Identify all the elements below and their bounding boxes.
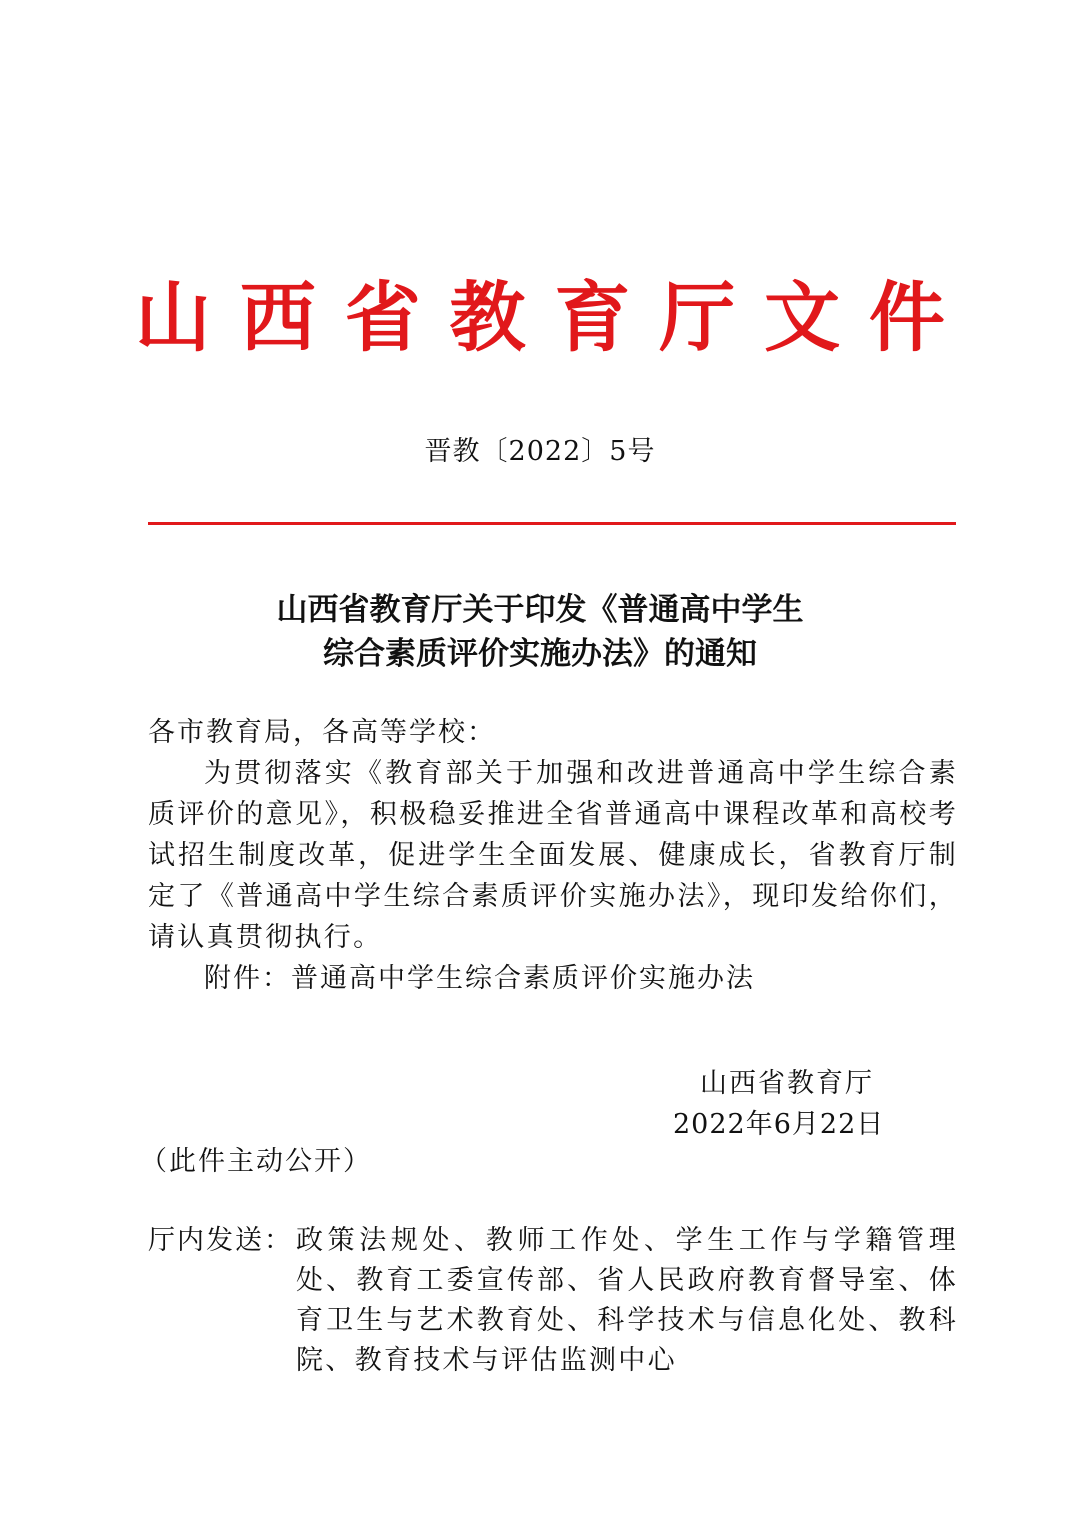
signature-date: 2022年6月22日	[673, 1109, 885, 1140]
issuing-authority-header	[130, 272, 950, 364]
signature-organization: 山西省教育厅	[700, 1068, 874, 1099]
header-char: 件	[868, 273, 945, 362]
title-line-2: 综合素质评价实施办法》的通知	[323, 636, 757, 672]
header-char: 文	[764, 273, 841, 362]
header-char: 厅	[659, 273, 736, 362]
title-line-1: 山西省教育厅关于印发《普通高中学生	[276, 592, 804, 628]
disclosure-note: （此件主动公开）	[140, 1146, 372, 1177]
header-char: 西	[239, 273, 316, 362]
body-paragraph: 为贯彻落实《教育部关于加强和改进普通高中学生综合素质评价的意见》，积极稳妥推进全省普通高中课程改革和高校考试招生制度改革，促进学生全面发展、健康成长，省教育厅制定了《普通高中学生综合素质评价实施办法》，现印发给你们，请认真贯彻执行。	[148, 758, 958, 953]
attachment-line: 附件：普通高中学生综合素质评价实施办法	[204, 963, 755, 994]
red-divider-line	[148, 522, 956, 525]
distribution-label: 厅内发送：	[148, 1225, 293, 1256]
header-char: 育	[554, 273, 631, 362]
distribution-list: 政策法规处、教师工作处、学生工作与学籍管理处、教育工委宣传部、省人民政府教育督导室、体育卫生与艺术教育处、科学技术与信息化处、教科院、教育技术与评估监测中心	[296, 1225, 958, 1376]
salutation: 各市教育局，各高等学校：	[148, 717, 496, 748]
header-char: 山	[135, 273, 211, 362]
document-title	[0, 588, 1080, 676]
document-body	[148, 712, 958, 999]
header-char: 教	[449, 273, 526, 362]
document-number: 晋教〔2022〕5号	[424, 436, 656, 467]
header-char: 省	[344, 273, 421, 362]
